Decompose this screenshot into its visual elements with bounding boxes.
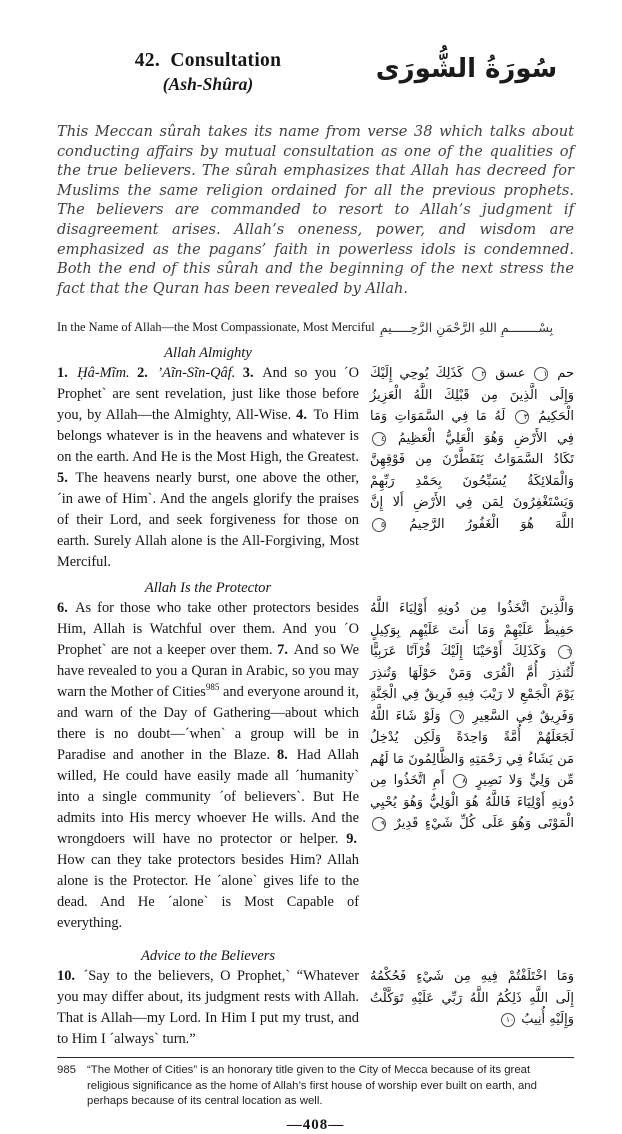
basmalah-row — [57, 320, 574, 335]
section-heading: Allah Almighty — [164, 345, 252, 362]
verse-paragraph — [57, 966, 359, 1050]
verse-paragraph — [57, 598, 359, 934]
english-column — [57, 578, 359, 934]
english-column — [57, 946, 359, 1050]
ayah-number: ٣ — [515, 410, 529, 424]
basmalah-arabic: بِسْــــــــمِ اللهِ الرَّحْمَنِ الرَّحِـــــيمِ — [379, 320, 554, 336]
ayah-number: ٢ — [472, 367, 486, 381]
arabic-line: حم ١ عسق ٢ كَذَلِكَ يُوحِي إِلَيْكَ — [370, 366, 574, 382]
verse-number: 9. — [346, 831, 357, 848]
surah-introduction: This Meccan sûrah takes its name from verse 38 which talks about conducting affairs by mutual consultation as one of the qualities of the true believers. The sûrah emphasizes that Allah has decreed for Muslims the same religion ordained for all the previous prophets. The believers are commanded to resort to Allah’s judgment if disagreement arises. Allah’s oneness, power, and wisdom are emphasized as the pagans’ faith in powerless idols is condemned. Both the end of this sûrah and the beginning of the next stress the fact that the Quran has been revealed by Allah. — [57, 123, 574, 297]
arabic-line: لِّتُنذِرَ أُمَّ الْقُرَى وَمَنْ حَوْلَهَا وَتُنذِرَ — [370, 665, 574, 681]
verse-number: 3. — [242, 365, 254, 382]
verse-number: 6. — [57, 600, 68, 617]
page-header — [57, 50, 574, 95]
arabic-line: اللَّهَ هُوَ الْغَفُورُ الرَّحِيمُ ٥ — [370, 514, 574, 536]
verse-text: And so you ´O Prophet` are sent revelation, just like those before you, by Allah—the Almighty, All-Wise. — [57, 365, 359, 424]
verse-text: As for those who take other protectors besides Him, Allah is Watchful over them. And you ´O Prophet` are not a keeper over them. — [57, 600, 359, 659]
arabic-column — [370, 343, 574, 573]
verse-text: How can they take protectors besides Him? Allah alone is the Protector. He ´alone` gives life to the dead. And He ´alone` is Most Capable of everything. — [57, 852, 359, 932]
ayah-number: ٩ — [372, 817, 386, 831]
verse-number: 7. — [277, 642, 288, 659]
verse-text: Had Allah willed, He could have easily made all ´humanity` into a single community ´of believers`. But He admits into His mercy whoever He wills. And the wrongdoers will have no protector or helper. — [57, 747, 359, 848]
verse-paragraph — [57, 363, 359, 573]
arabic-line: وَإِلَيْهِ أُنِيبُ ١٠ — [370, 1009, 574, 1031]
ayah-number: ٨ — [453, 774, 467, 788]
verse-text: ’Aĩn-Sĩn-Qâf. — [149, 365, 236, 382]
arabic-line: وَإِلَى الَّذِينَ مِن قَبْلِكَ اللَّهُ الْعَزِيزُ — [370, 387, 574, 403]
surah-transliterated-title: (Ash-Shûra) — [162, 74, 254, 94]
section-row — [57, 343, 574, 573]
sections — [57, 343, 574, 1050]
arabic-line: يَوْمَ الْجَمْعِ لا رَيْبَ فِيهِ فَرِيقٌ فِي الْجَنَّةِ — [370, 687, 574, 703]
section-row — [57, 946, 574, 1050]
section-row — [57, 578, 574, 934]
surah-arabic-title: سُورَةُ الشُّورَى — [375, 54, 558, 84]
section-heading: Allah Is the Protector — [144, 580, 272, 597]
ayah-number: ١٠ — [501, 1013, 515, 1027]
page-number: —408— — [286, 1116, 345, 1133]
arabic-column — [370, 946, 574, 1050]
arabic-column — [370, 578, 574, 934]
verse-number: 5. — [57, 470, 68, 487]
surah-number-title: 42. Consultation — [134, 50, 282, 71]
footnote-text: “The Mother of Cities” is an honorary title given to the City of Mecca because of its great religious significance as the home of Allah’s first house of worship ever built on earth, and perhaps because of its central location as well. — [87, 1064, 537, 1108]
arabic-line: وَيَسْتَغْفِرُونَ لِمَن فِي الأَرْضِ أَلا إِنَّ — [370, 495, 574, 511]
footnote — [57, 1057, 574, 1110]
footnote-number: 985 — [57, 1064, 77, 1077]
verse-number: 8. — [276, 747, 288, 764]
verse-text: To Him belongs whatever is in the heavens and whatever is on the earth. And He is the Most High, the Greatest. — [57, 407, 359, 466]
basmalah-english: In the Name of Allah—the Most Compassionate, Most Merciful — [57, 320, 375, 335]
arabic-line: مَن يَشَاءُ فِي رَحْمَتِهِ وَالظَّالِمُونَ مَا لَهُم — [370, 751, 574, 767]
arabic-line: وَالَّذِينَ اتَّخَذُوا مِن دُونِهِ أَوْلِيَاءَ اللَّهُ — [370, 601, 574, 617]
verse-number: 2. — [137, 365, 148, 382]
arabic-line: الْمَوْتَى وَهُوَ عَلَى كُلِّ شَيْءٍ قَدِيرٌ ٩ — [370, 813, 574, 835]
arabic-line: حَفِيظٌ عَلَيْهِمْ وَمَا أَنتَ عَلَيْهِم بِوَكِيلٍ — [370, 622, 574, 638]
arabic-line: دُونِهِ أَوْلِيَاءَ فَاللَّهُ هُوَ الْوَلِيُّ وَهُوَ يُحْيِي — [370, 794, 574, 810]
verse-number: 10. — [57, 968, 75, 985]
verse-text: And so We have revealed to you a Quran in Arabic, so you may warn the Mother of Cities$^{985}$ and everyone around it, and warn of the Day of Gathering—about which there is no doubt—´when` a group will be in Paradise and another in the Blaze. — [57, 642, 359, 764]
ayah-number: ٤ — [372, 432, 386, 446]
footnote-ref: 985 — [205, 682, 220, 693]
arabic-line: مِّن وَلِيٍّ وَلا نَصِيرٍ ٨ أَمِ اتَّخَذُوا مِن — [370, 773, 574, 789]
ayah-number: ٥ — [372, 518, 386, 532]
arabic-line: وَالْمَلائِكَةُ يُسَبِّحُونَ بِحَمْدِ رَبِّهِمْ — [370, 473, 574, 489]
arabic-line: إِلَى اللَّهِ ذَلِكُمُ اللَّهُ رَبِّي عَلَيْهِ تَوَكَّلْتُ — [370, 990, 574, 1006]
ayah-number: ١ — [534, 367, 548, 381]
arabic-line: فِي الأَرْضِ وَهُوَ الْعَلِيُّ الْعَظِيمُ ٤ — [370, 428, 574, 450]
ayah-number: ٦ — [558, 645, 572, 659]
arabic-line: تَكَادُ السَّمَوَاتُ يَتَفَطَّرْنَ مِن فَوْقِهِنَّ — [370, 452, 574, 468]
arabic-line: وَفَرِيقٌ فِي السَّعِيرِ ٧ وَلَوْ شَاءَ اللَّهُ — [370, 708, 574, 724]
verse-text: Ḥâ-Mĩm. — [69, 365, 130, 382]
surah-title-block — [57, 50, 359, 95]
arabic-line: الْحَكِيمُ ٣ لَهُ مَا فِي السَّمَوَاتِ وَمَا — [370, 409, 574, 425]
section-heading: Advice to the Believers — [140, 948, 276, 965]
verse-number: 4. — [296, 407, 307, 424]
arabic-line: وَمَا اخْتَلَفْتُمْ فِيهِ مِن شَيْءٍ فَحُكْمُهُ — [370, 969, 574, 985]
arabic-line: ٦ وَكَذَلِكَ أَوْحَيْنَا إِلَيْكَ قُرْآنًا عَرَبِيًّا — [370, 644, 571, 660]
verse-text: ´Say to the believers, O Prophet,` “Whatever you may differ about, its judgment rests with Allah. That is Allah—my Lord. In Him I put my trust, and to Him I ´always` turn.” — [57, 968, 359, 1048]
ayah-number: ٧ — [450, 710, 464, 724]
verse-text: The heavens nearly burst, one above the other, ´in awe of Him`. And the angels glorify the praises of their Lord, and seek forgiveness for those on earth. Surely Allah alone is the All-Forgiving, Most Merciful. — [57, 470, 359, 571]
english-column — [57, 343, 359, 573]
arabic-line: لَجَعَلَهُمْ أُمَّةً وَاحِدَةً وَلَكِن يُدْخِلُ — [370, 730, 574, 746]
verse-number: 1. — [57, 365, 68, 382]
